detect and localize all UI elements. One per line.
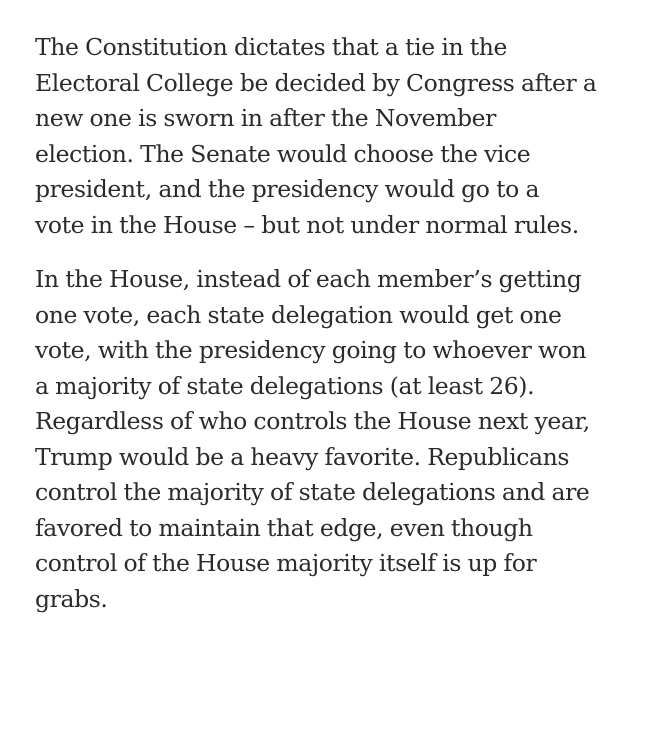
text-line: vote in the House – but not under normal rules.	[35, 210, 579, 239]
text-line: a majority of state delegations (at least 26).	[35, 371, 535, 400]
text-line: Trump would be a heavy favorite. Republicans	[35, 442, 570, 471]
text-line: Electoral College be decided by Congress after a	[35, 68, 597, 97]
text-line: The Constitution dictates that a tie in the	[35, 33, 508, 61]
text-line: control of the House majority itself is up for	[35, 549, 537, 577]
text-line: grabs.	[35, 584, 108, 613]
article-body	[35, 30, 655, 617]
paragraph-electoral-tie	[35, 30, 655, 243]
text-line: one vote, each state delegation would get one	[35, 300, 562, 329]
text-line: In the House, instead of each member’s getting	[35, 265, 582, 293]
text-line: favored to maintain that edge, even though	[35, 513, 533, 542]
text-line: election. The Senate would choose the vice	[35, 139, 531, 168]
text-line: Regardless of who controls the House next year,	[35, 407, 590, 435]
text-line: vote, with the presidency going to whoever won	[35, 336, 587, 364]
text-line: new one is sworn in after the November	[35, 104, 496, 132]
text-line: control the majority of state delegations and are	[35, 478, 590, 506]
text-line: president, and the presidency would go to a	[35, 175, 540, 203]
paragraph-house-vote	[35, 262, 655, 617]
